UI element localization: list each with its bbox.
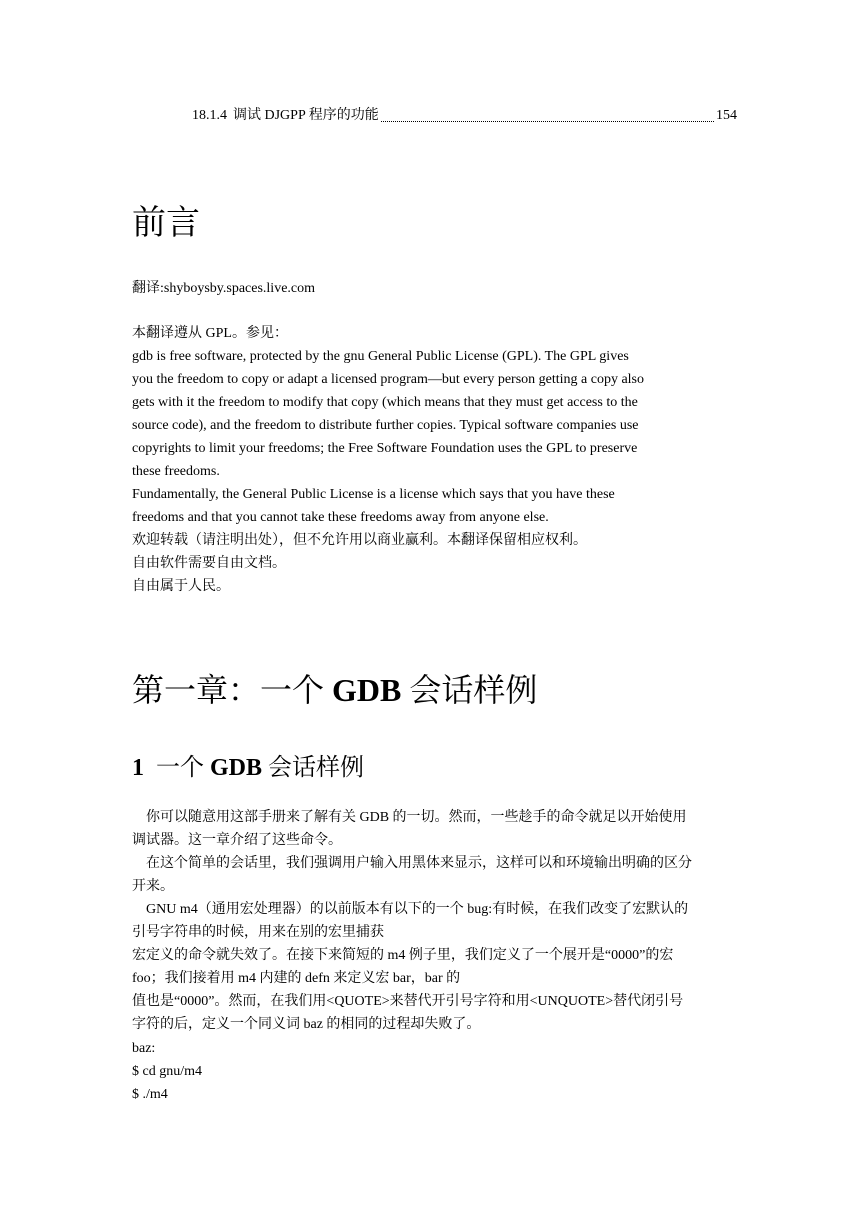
section-body bbox=[132, 806, 738, 1036]
license-text bbox=[132, 322, 742, 598]
code-line: $ cd gnu/m4 bbox=[132, 1064, 202, 1079]
code-sample bbox=[132, 1037, 432, 1106]
license-line: gets with it the freedom to modify that copy (which means that they must get access to the bbox=[132, 395, 638, 410]
license-line: gdb is free software, protected by the gnu General Public License (GPL). The GPL gives bbox=[132, 349, 629, 364]
license-line: 本翻译遵从 GPL。参见： bbox=[132, 326, 288, 341]
chapter-heading bbox=[132, 664, 537, 716]
toc-entry-number: 18.1.4 bbox=[192, 108, 227, 123]
body-line: GNU m4（通用宏处理器）的以前版本有以下的一个 bug:有时候，在我们改变了宏默认的 bbox=[146, 902, 689, 917]
body-line: foo；我们接着用 m4 内建的 defn 来定义宏 bar，bar 的 bbox=[132, 971, 461, 986]
code-line: baz: bbox=[132, 1041, 156, 1056]
body-line: 在这个简单的会话里，我们强调用户输入用黑体来显示，这样可以和环境输出明确的区分 bbox=[146, 856, 692, 871]
code-line: $ ./m4 bbox=[132, 1087, 168, 1102]
toc-entry-page: 154 bbox=[716, 108, 737, 123]
license-line: 自由属于人民。 bbox=[132, 579, 230, 594]
license-line: these freedoms. bbox=[132, 464, 220, 479]
section-heading bbox=[132, 750, 364, 786]
license-line: source code), and the freedom to distribute further copies. Typical software companies use bbox=[132, 418, 639, 433]
section-heading-gdb: GDB bbox=[210, 755, 263, 781]
chapter-heading-suffix: 会话样例 bbox=[401, 672, 538, 708]
body-line: 调试器。这一章介绍了这些命令。 bbox=[132, 833, 342, 848]
license-line: freedoms and that you cannot take these freedoms away from anyone else. bbox=[132, 510, 549, 525]
license-line: copyrights to limit your freedoms; the Free Software Foundation uses the GPL to preserve bbox=[132, 441, 638, 456]
body-line: 值也是“0000”。然而，在我们用<QUOTE>来替代开引号字符和用<UNQUOTE>替代闭引号 bbox=[132, 994, 684, 1009]
translator-credit: 翻译:shyboysby.spaces.live.com bbox=[132, 281, 316, 296]
section-heading-prefix: 一个 bbox=[156, 755, 210, 781]
license-line: Fundamentally, the General Public License is a license which says that you have these bbox=[132, 487, 615, 502]
license-line: 欢迎转载（请注明出处），但不允许用以商业赢利。本翻译保留相应权利。 bbox=[132, 533, 587, 548]
preface-heading: 前言 bbox=[132, 205, 200, 242]
toc-entry-title: 调试 DJGPP 程序的功能 bbox=[233, 108, 379, 123]
body-line: 引号字符串的时候，用来在别的宏里捕获 bbox=[132, 925, 384, 940]
body-line: 宏定义的命令就失效了。在接下来简短的 m4 例子里，我们定义了一个展开是“0000”的宏 bbox=[132, 948, 674, 963]
section-heading-suffix: 会话样例 bbox=[262, 755, 365, 781]
body-line: 你可以随意用这部手册来了解有关 GDB 的一切。然而，一些趁手的命令就足以开始使用 bbox=[146, 810, 687, 825]
license-line: 自由软件需要自由文档。 bbox=[132, 556, 286, 571]
license-line: you the freedom to copy or adapt a licensed program—but every person getting a copy also bbox=[132, 372, 645, 387]
toc-entry[interactable] bbox=[192, 106, 737, 126]
chapter-heading-gdb: GDB bbox=[332, 672, 402, 708]
body-line: 字符的后，定义一个同义词 baz 的相同的过程却失败了。 bbox=[132, 1017, 481, 1032]
body-line: 开来。 bbox=[132, 879, 174, 894]
section-number: 1 bbox=[132, 755, 144, 781]
chapter-heading-prefix: 第一章：一个 bbox=[132, 672, 333, 708]
toc-dot-leader bbox=[381, 121, 714, 122]
